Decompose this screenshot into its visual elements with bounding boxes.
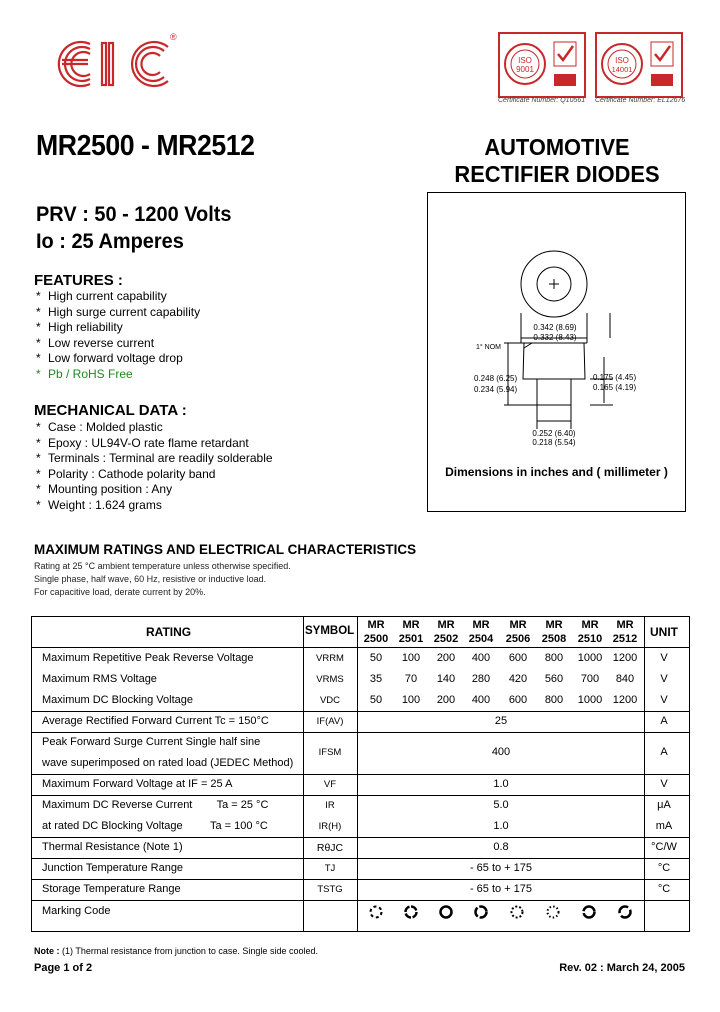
ratings-table (31, 616, 690, 932)
unit-tstg: °C (657, 883, 671, 895)
svg-text:9001: 9001 (516, 65, 534, 74)
app-title-line2: RECTIFIER DIODES (454, 161, 660, 187)
row-label-vrms: Maximum RMS Voltage (42, 673, 157, 685)
value-ir: 5.0 (493, 799, 509, 811)
rohs-item: * Pb / RoHS Free (36, 366, 133, 381)
value-cell: 1200 (612, 652, 638, 664)
part-header: MR 2510 (577, 619, 603, 645)
io-text: Io : 25 Amperes (36, 230, 184, 253)
mech-item: * Terminals : Terminal are readily solderable (36, 451, 273, 466)
marking-code-2500-icon (368, 904, 384, 920)
ratings-heading: MAXIMUM RATINGS AND ELECTRICAL CHARACTERISTICS (34, 541, 417, 557)
value-cell: 35 (369, 673, 383, 685)
value-cell: 280 (471, 673, 491, 685)
value-cell: 560 (544, 673, 564, 685)
features-list (36, 289, 200, 383)
unit-ir: μA (657, 799, 671, 811)
value-vf: 1.0 (493, 778, 509, 790)
dim-nom: 1° NOM (476, 344, 501, 351)
svg-text:14001: 14001 (611, 65, 633, 74)
eic-logo (52, 32, 182, 92)
value-cell: 140 (436, 673, 456, 685)
marking-code-2502-icon (438, 904, 454, 920)
dimension-drawing (427, 192, 686, 512)
value-cell: 1200 (612, 694, 638, 706)
dim-b1: 0.252 (6.40) (532, 429, 576, 438)
value-cell: 1000 (577, 694, 603, 706)
mech-item: * Polarity : Cathode polarity band (36, 466, 216, 481)
value-cell: 840 (615, 673, 635, 685)
value-cell: 50 (369, 694, 383, 706)
value-cell: 100 (401, 694, 421, 706)
row-label-ifsm-2: wave superimposed on rated load (JEDEC Method) (42, 757, 294, 769)
dim-w2: 0.165 (4.19) (593, 383, 637, 392)
rating-note: Single phase, half wave, 60 Hz, resistive or inductive load. (34, 574, 267, 584)
svg-text:ISO: ISO (615, 56, 629, 65)
symbol-ifsm: IFSM (318, 747, 342, 758)
part-header: MR 2502 (433, 619, 459, 645)
marking-code-2512-icon (617, 904, 633, 920)
symbol-vrms: VRMS (316, 674, 344, 685)
unit-vrms: V (660, 673, 668, 685)
value-cell: 400 (471, 694, 491, 706)
value-cell: 1000 (577, 652, 603, 664)
feature-item: * High current capability (36, 289, 167, 303)
rating-note: For capacitive load, derate current by 20%. (34, 587, 206, 597)
unit-vdc: V (660, 694, 668, 706)
symbol-ifav: IF(AV) (316, 716, 344, 727)
iso9001-badge (498, 32, 586, 98)
svg-text:ISO: ISO (518, 56, 532, 65)
value-tstg: - 65 to + 175 (469, 883, 533, 895)
value-cell: 100 (401, 652, 421, 664)
value-cell: 70 (404, 673, 418, 685)
app-title-line1: AUTOMOTIVE (484, 134, 630, 160)
value-cell: 800 (544, 652, 564, 664)
row-label-vdc: Maximum DC Blocking Voltage (42, 694, 194, 706)
value-cell: 420 (508, 673, 528, 685)
feature-item: * High reliability (36, 320, 123, 335)
feature-item: * High surge current capability (36, 304, 201, 319)
row-label-tj: Junction Temperature Range (42, 862, 184, 874)
col-unit: UNIT (650, 625, 678, 639)
value-cell: 800 (544, 694, 564, 706)
dim-h1: 0.248 (6.25) (474, 374, 518, 383)
marking-code-2501-icon (403, 904, 419, 920)
mechanical-heading: MECHANICAL DATA : (34, 402, 187, 419)
row-label-mark: Marking Code (42, 905, 111, 917)
part-range-title: MR2500 - MR2512 (36, 130, 255, 162)
application-title (452, 134, 663, 188)
unit-tj: °C (657, 862, 671, 874)
package-outline-drawing (428, 193, 685, 453)
row-label-rth: Thermal Resistance (Note 1) (42, 841, 183, 853)
part-header: MR 2500 (363, 619, 389, 645)
dim-b2: 0.218 (5.54) (532, 438, 576, 447)
value-cell: 50 (369, 652, 383, 664)
mech-item: * Weight : 1.624 grams (36, 497, 162, 512)
dim-d2: 0.332 (8.43) (533, 333, 577, 342)
symbol-ir: IR (325, 800, 335, 811)
col-rating: RATING (146, 625, 192, 639)
value-cell: 600 (508, 694, 528, 706)
part-header: MR 2508 (541, 619, 567, 645)
value-ifsm: 400 (491, 746, 511, 758)
rating-note: Rating at 25 °C ambient temperature unless otherwise specified. (34, 561, 291, 571)
feature-item: * Low forward voltage drop (36, 351, 183, 366)
value-cell: 200 (436, 694, 456, 706)
row-label-ifav: Average Rectified Forward Current Tc = 150°C (42, 715, 269, 727)
row-label-ifsm-1: Peak Forward Surge Current Single half sine (42, 736, 261, 748)
row-label-tstg: Storage Temperature Range (42, 883, 181, 895)
marking-code-2506-icon (509, 904, 525, 920)
value-cell: 400 (471, 652, 491, 664)
value-irh: 1.0 (493, 820, 509, 832)
registered-mark: ® (170, 32, 177, 42)
symbol-irh: IR(H) (318, 821, 342, 832)
symbol-tj: TJ (324, 863, 336, 874)
row-label-irh: at rated DC Blocking Voltage Ta = 100 °C (42, 820, 268, 832)
symbol-vf: VF (323, 779, 337, 790)
row-label-ir: Maximum DC Reverse Current Ta = 25 °C (42, 799, 269, 811)
iso14001-badge (595, 32, 683, 98)
symbol-vdc: VDC (319, 695, 341, 706)
revision-date: Rev. 02 : March 24, 2005 (559, 962, 685, 974)
marking-code-2508-icon (545, 904, 561, 920)
mech-item: * Case : Molded plastic (36, 420, 163, 434)
row-label-vf: Maximum Forward Voltage at IF = 25 A (42, 778, 233, 790)
part-header: MR 2504 (468, 619, 494, 645)
part-header: MR 2512 (612, 619, 638, 645)
feature-item: * Low reverse current (36, 335, 155, 350)
unit-rth: °C/W (651, 841, 677, 853)
part-header: MR 2501 (398, 619, 424, 645)
col-symbol: SYMBOL (305, 625, 355, 637)
ratings-notes (34, 560, 291, 599)
symbol-vrrm: VRRM (316, 653, 344, 664)
unit-ifsm: A (660, 746, 668, 758)
mech-item: * Epoxy : UL94V-O rate flame retardant (36, 435, 249, 450)
prv-text: PRV : 50 - 1200 Volts (36, 203, 232, 226)
dimension-caption: Dimensions in inches and ( millimeter ) (445, 465, 668, 479)
dim-d1: 0.342 (8.69) (533, 323, 577, 332)
row-label-vrrm: Maximum Repetitive Peak Reverse Voltage (42, 652, 254, 664)
value-ifav: 25 (494, 715, 508, 727)
cert-number-1: Certificate Number: Q10561 (498, 97, 586, 104)
symbol-rth: RθJC (316, 842, 344, 854)
unit-vf: V (660, 778, 668, 790)
marking-code-2504-icon (473, 904, 489, 920)
cert-number-2: Certificate Number: EL12676 (595, 97, 686, 104)
mech-item: * Mounting position : Any (36, 482, 173, 497)
value-tj: - 65 to + 175 (469, 862, 533, 874)
unit-vrrm: V (660, 652, 668, 664)
value-cell: 200 (436, 652, 456, 664)
symbol-tstg: TSTG (317, 884, 343, 895)
marking-code-2510-icon (581, 904, 597, 920)
features-heading: FEATURES : (34, 272, 123, 289)
value-cell: 700 (580, 673, 600, 685)
mechanical-list (36, 420, 273, 514)
dim-w1: 0.175 (4.45) (593, 373, 637, 382)
unit-irh: mA (655, 820, 673, 832)
footnote: Note : (1) Thermal resistance from junction to case. Single side cooled. (34, 946, 318, 956)
ratings-summary (36, 201, 232, 255)
part-header: MR 2506 (505, 619, 531, 645)
dim-h2: 0.234 (5.94) (474, 385, 518, 394)
value-rth: 0.8 (493, 841, 509, 853)
unit-ifav: A (660, 715, 668, 727)
value-cell: 600 (508, 652, 528, 664)
page-number: Page 1 of 2 (34, 962, 93, 974)
